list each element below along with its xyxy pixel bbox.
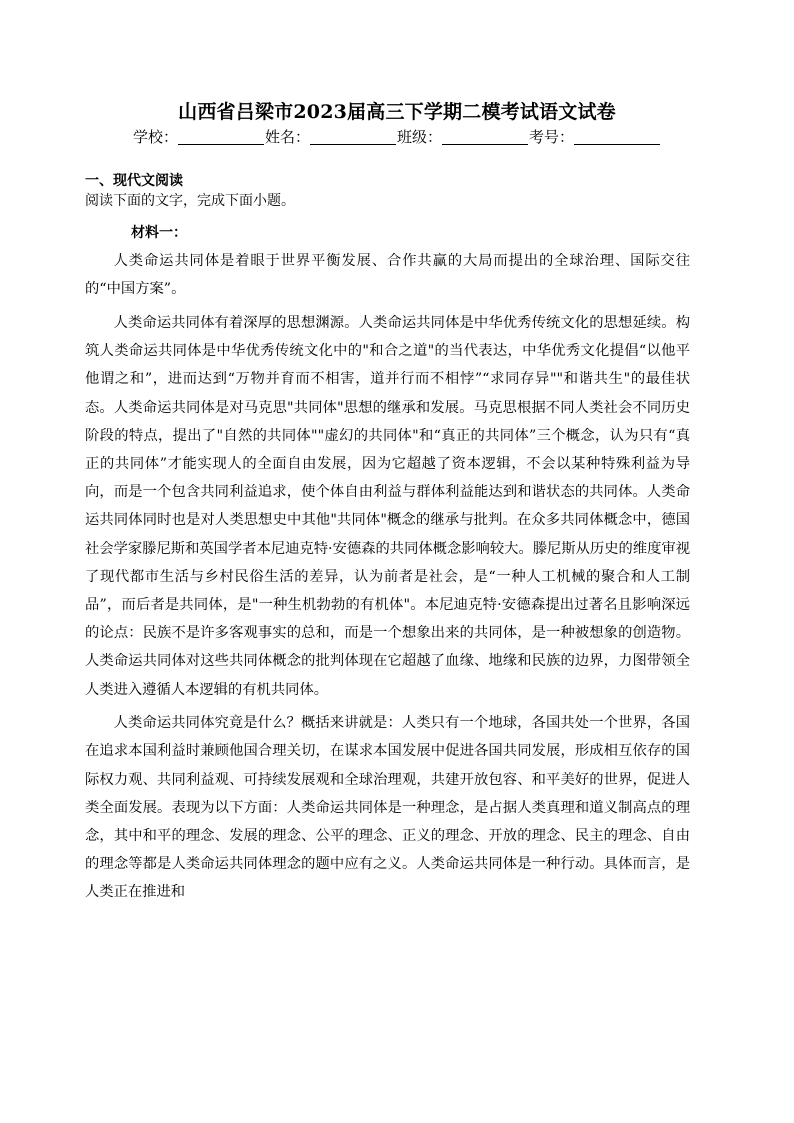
class-blank: [442, 129, 528, 145]
material-label: 材料一：: [131, 225, 187, 241]
passage-body: [85, 247, 690, 912]
exam-number-blank: [574, 129, 660, 145]
section-heading: 一、现代文阅读: [85, 173, 183, 189]
school-blank: [178, 129, 264, 145]
name-field: [265, 126, 397, 147]
instruction-text: 阅读下面的文字，完成下面小题。: [85, 193, 295, 209]
name-blank: [310, 129, 396, 145]
exam-number-field: [529, 126, 661, 147]
passage-paragraph: 人类命运共同体有着深厚的思想渊源。人类命运共同体是中华优秀传统文化的思想延续。构筑人类命运共同体是中华优秀传统文化中的"和合之道"的当代表达，中华优秀文化提倡“以他平他谓之和”，进而达到“万物并育而不相害，道并行而不相悖”“求同存异""和谐共生"的最佳状态。人类命运共同体是对马克思"共同体"思想的继承和发展。马克思根据不同人类社会不同历史阶段的特点，提出了"自然的共同体""虚幻的共同体"和“真正的共同体”三个概念，认为只有“真正的共同体”才能实现人的全面自由发展，因为它超越了资本逻辑，不会以某种特殊利益为导向，而是一个包含共同利益追求，使个体自由利益与群体利益能达到和谐状态的共同体。人类命运共同体同时也是对人类思想史中其他"共同体"概念的继承与批判。在众多共同体概念中，德国社会学家滕尼斯和英国学者本尼迪克特·安德森的共同体概念影响较大。滕尼斯从历史的维度审视了现代都市生活与乡村民俗生活的差异，认为前者是社会，是“一种人工机械的聚合和人工制品”，而后者是共同体，是"一种生机勃勃的有机体"。本尼迪克特·安德森提出过著名且影响深远的论点：民族不是许多客观事实的总和，而是一个想象出来的共同体，是一种被想象的创造物。人类命运共同体对这些共同体概念的批判体现在它超越了血缘、地缘和民族的边界，力图带领全人类进入遵循人本逻辑的有机共同体。: [85, 314, 691, 698]
school-label: 学校：: [132, 128, 178, 146]
student-info-line: [0, 126, 794, 147]
document-title: 山西省吕梁市2023届高三下学期二模考试语文试卷: [178, 101, 616, 123]
school-field: [133, 126, 265, 147]
passage-paragraph: 人类命运共同体是着眼于世界平衡发展、合作共赢的大局而提出的全球治理、国际交往的“中国方案”。: [85, 253, 690, 298]
class-label: 班级：: [397, 128, 443, 146]
passage-paragraph: 人类命运共同体究竟是什么？概括来讲就是：人类只有一个地球，各国共处一个世界，各国在追求本国利益时兼顾他国合理关切，在谋求本国发展中促进各国共同发展，形成相互依存的国际权力观、共同利益观、可持续发展观和全球治理观，共建开放包容、和平美好的世界，促进人类全面发展。表现为以下方面：人类命运共同体是一种理念，是占据人类真理和道义制高点的理念，其中和平的理念、发展的理念、公平的理念、正义的理念、开放的理念、民主的理念、自由的理念等都是人类命运共同体理念的题中应有之义。人类命运共同体是一种行动。具体而言，是人类正在推进和: [85, 715, 690, 901]
exam-number-label: 考号：: [529, 128, 575, 146]
name-label: 姓名：: [264, 128, 310, 146]
class-field: [397, 126, 529, 147]
